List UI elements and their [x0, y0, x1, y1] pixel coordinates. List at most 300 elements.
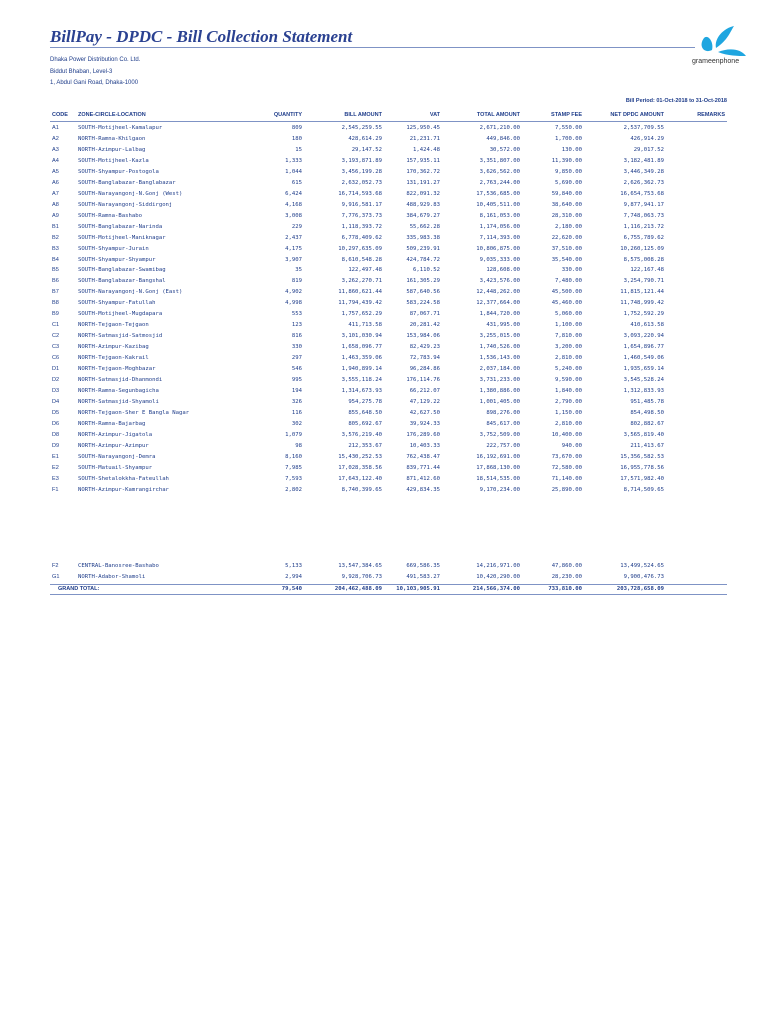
header-vat: VAT	[429, 112, 440, 118]
row-bill-amount: 1,940,899.14	[341, 366, 382, 373]
row-quantity: 8,160	[285, 453, 302, 460]
table-row	[50, 475, 727, 483]
row-zone: SOUTH-Matuail-Shyampur	[78, 464, 153, 471]
row-stamp-fee: 7,480.00	[555, 278, 582, 285]
row-stamp-fee: 47,860.00	[551, 563, 582, 569]
row-stamp-fee: 22,620.00	[551, 234, 582, 241]
row-total-amount: 8,161,053.00	[479, 212, 520, 219]
row-net-amount: 426,914.29	[630, 135, 664, 142]
row-vat: 10,403.33	[409, 442, 440, 449]
row-bill-amount: 9,928,706.73	[341, 573, 382, 580]
grand-total-quantity: 79,540	[281, 586, 302, 592]
table-row	[50, 135, 727, 143]
row-bill-amount: 3,262,270.71	[341, 278, 382, 285]
row-net-amount: 29,017.52	[633, 146, 664, 153]
row-bill-amount: 3,555,118.24	[341, 377, 382, 384]
address-line-1: Dhaka Power Distribution Co. Ltd.	[50, 57, 141, 63]
row-stamp-fee: 38,640.00	[551, 201, 582, 208]
row-net-amount: 2,537,709.55	[623, 125, 664, 131]
row-total-amount: 3,731,233.00	[479, 377, 520, 384]
row-vat: 96,284.86	[409, 366, 440, 373]
row-vat: 131,191.27	[406, 179, 440, 186]
row-code: B7	[52, 289, 59, 296]
row-code: B1	[52, 223, 59, 230]
header-stamp-fee: STAMP FEE	[551, 112, 582, 118]
row-total-amount: 17,868,130.00	[476, 464, 520, 471]
row-quantity: 4,998	[285, 300, 302, 307]
row-total-amount: 128,608.00	[486, 267, 520, 274]
grand-total-vat: 10,103,905.91	[396, 586, 440, 592]
row-zone: SOUTH-Narayangonj-N.Gonj (East)	[78, 289, 183, 296]
row-bill-amount: 2,545,259.55	[341, 125, 382, 131]
row-stamp-fee: 5,060.00	[555, 311, 582, 318]
row-quantity: 2,994	[285, 573, 302, 580]
row-total-amount: 3,255,015.00	[479, 333, 520, 340]
row-vat: 72,783.94	[409, 355, 440, 362]
table-row	[50, 398, 727, 406]
row-vat: 176,114.76	[406, 377, 440, 384]
row-total-amount: 3,351,807.00	[479, 157, 520, 164]
row-total-amount: 1,844,720.00	[479, 311, 520, 318]
row-total-amount: 3,423,576.00	[479, 278, 520, 285]
table-row	[50, 562, 727, 570]
row-vat: 669,586.35	[406, 563, 440, 569]
row-code: C3	[52, 344, 60, 351]
row-net-amount: 122,167.48	[630, 267, 664, 274]
row-quantity: 326	[291, 399, 302, 405]
row-code: B9	[52, 311, 59, 318]
table-row	[50, 310, 727, 318]
row-zone: NORTH-Satmasjid-Satmosjid	[78, 333, 163, 340]
row-total-amount: 9,170,234.00	[479, 486, 520, 493]
row-total-amount: 30,572.00	[489, 146, 520, 153]
row-stamp-fee: 7,810.00	[555, 333, 582, 340]
brand-name: grameenphone	[692, 58, 740, 65]
table-row	[50, 201, 727, 209]
row-total-amount: 1,536,143.00	[479, 355, 520, 362]
row-bill-amount: 212,353.67	[348, 442, 382, 449]
row-quantity: 546	[291, 366, 302, 373]
row-stamp-fee: 5,240.00	[555, 366, 582, 373]
row-bill-amount: 1,118,393.72	[341, 223, 382, 230]
row-stamp-fee: 9,590.00	[555, 377, 582, 384]
row-vat: 170,362.72	[406, 168, 440, 175]
row-zone: SOUTH-Motijheel-Maniknagar	[78, 234, 166, 241]
row-total-amount: 12,448,262.00	[476, 289, 520, 296]
row-total-amount: 222,757.00	[486, 442, 520, 449]
row-total-amount: 1,380,886.00	[479, 388, 520, 395]
row-zone: CENTRAL-Banosree-Bashabo	[78, 563, 159, 569]
row-quantity: 302	[291, 420, 302, 427]
address-line-3: 1, Abdul Gani Road, Dhaka-1000	[50, 80, 139, 86]
row-net-amount: 1,460,549.06	[623, 355, 664, 362]
row-quantity: 1,333	[285, 157, 302, 164]
table-row	[50, 486, 727, 494]
row-total-amount: 10,420,290.00	[476, 573, 520, 580]
row-total-amount: 2,763,244.00	[479, 179, 520, 186]
row-net-amount: 410,613.58	[630, 322, 664, 329]
table-row	[50, 179, 727, 187]
row-net-amount: 3,545,528.24	[623, 377, 664, 384]
row-zone: NORTH-Azimpur-Lalbag	[78, 146, 146, 153]
row-quantity: 35	[295, 267, 302, 274]
row-total-amount: 449,846.00	[486, 135, 520, 142]
row-bill-amount: 15,430,252.53	[338, 453, 382, 460]
row-stamp-fee: 7,550.00	[555, 125, 582, 131]
row-stamp-fee: 330.00	[561, 267, 582, 274]
row-vat: 583,224.58	[406, 300, 440, 307]
header-quantity: QUANTITY	[273, 112, 302, 118]
row-zone: SOUTH-Banglabazar-Narinda	[78, 223, 163, 230]
row-vat: 21,231.71	[409, 135, 440, 142]
row-total-amount: 3,626,562.00	[479, 168, 520, 175]
row-quantity: 180	[291, 135, 302, 142]
row-code: B5	[52, 267, 59, 274]
row-zone: SOUTH-Motijheel-Kazla	[78, 157, 149, 164]
row-vat: 6,110.52	[413, 267, 440, 274]
row-net-amount: 1,312,833.93	[623, 388, 664, 395]
row-quantity: 116	[291, 409, 302, 416]
row-code: B3	[52, 245, 59, 252]
table-row	[50, 332, 727, 340]
row-code: B4	[52, 256, 59, 263]
row-bill-amount: 1,658,096.77	[341, 344, 382, 351]
bill-period: Bill Period: 01-Oct-2018 to 31-Oct-2018	[625, 98, 727, 104]
row-quantity: 194	[291, 388, 302, 395]
row-code: D8	[52, 431, 60, 438]
row-stamp-fee: 1,150.00	[555, 409, 582, 416]
table-row	[50, 277, 727, 285]
row-bill-amount: 11,794,439.42	[338, 300, 382, 307]
grand-total-bill-amount: 204,462,488.09	[334, 586, 382, 592]
row-stamp-fee: 2,790.00	[555, 399, 582, 405]
row-vat: 42,627.50	[409, 409, 440, 416]
table-row	[50, 442, 727, 450]
row-total-amount: 2,037,184.00	[479, 366, 520, 373]
row-total-amount: 12,377,664.00	[476, 300, 520, 307]
row-total-amount: 10,405,511.00	[476, 201, 520, 208]
row-zone: NORTH-Satmasjid-Dhanmondi	[78, 377, 163, 384]
table-row	[50, 234, 727, 242]
row-stamp-fee: 5,690.00	[555, 179, 582, 186]
row-vat: 47,129.22	[409, 399, 440, 405]
row-code: C6	[52, 355, 60, 362]
row-vat: 176,289.60	[406, 431, 440, 438]
table-row	[50, 157, 727, 165]
row-net-amount: 1,654,896.77	[623, 344, 664, 351]
row-code: D2	[52, 377, 60, 384]
row-zone: NORTH-Satmasjid-Shyamoli	[78, 399, 159, 405]
row-bill-amount: 7,776,373.73	[341, 212, 382, 219]
row-net-amount: 8,575,008.28	[623, 256, 664, 263]
row-net-amount: 1,116,213.72	[623, 223, 664, 230]
row-code: A4	[52, 157, 59, 164]
row-zone: SOUTH-Shyampur-Jurain	[78, 245, 149, 252]
row-total-amount: 1,740,526.00	[479, 344, 520, 351]
table-row	[50, 288, 727, 296]
table-header	[50, 111, 727, 122]
row-zone: NORTH-Azimpur-Jigatola	[78, 431, 153, 438]
table-row	[50, 365, 727, 373]
row-code: C1	[52, 322, 60, 329]
row-net-amount: 3,565,819.40	[623, 431, 664, 438]
table-row	[50, 431, 727, 439]
row-stamp-fee: 45,500.00	[551, 289, 582, 296]
table-row	[50, 387, 727, 395]
row-net-amount: 951,485.78	[630, 399, 664, 405]
row-vat: 82,429.23	[409, 344, 440, 351]
header-code: CODE	[52, 112, 68, 118]
title-divider	[50, 47, 695, 48]
row-bill-amount: 3,456,199.28	[341, 168, 382, 175]
row-net-amount: 854,498.50	[630, 409, 664, 416]
row-vat: 384,679.27	[406, 212, 440, 219]
table-row	[50, 212, 727, 220]
row-bill-amount: 855,648.50	[348, 409, 382, 416]
row-zone: SOUTH-Banglabazar-Bangshal	[78, 278, 166, 285]
row-vat: 871,412.60	[406, 475, 440, 482]
row-bill-amount: 17,028,358.56	[338, 464, 382, 471]
row-net-amount: 3,093,220.94	[623, 333, 664, 340]
row-zone: NORTH-Azimpur-Kamrangirchar	[78, 486, 169, 493]
row-code: A2	[52, 135, 59, 142]
row-bill-amount: 2,632,052.73	[341, 179, 382, 186]
row-zone: SOUTH-Narayangonj-Siddirgonj	[78, 201, 173, 208]
header-net-amount: NET DPDC AMOUNT	[610, 112, 664, 118]
row-bill-amount: 3,101,030.94	[341, 333, 382, 340]
row-quantity: 819	[291, 278, 302, 285]
row-total-amount: 898,276.00	[486, 409, 520, 416]
row-zone: NORTH-Azimpur-Azimpur	[78, 442, 149, 449]
row-zone: SOUTH-Ramna-Bashabo	[78, 212, 142, 219]
row-zone: SOUTH-Shyampur-Postogola	[78, 168, 159, 175]
row-net-amount: 211,413.67	[630, 442, 664, 449]
row-bill-amount: 10,297,635.09	[338, 245, 382, 252]
row-vat: 125,950.45	[406, 125, 440, 131]
row-bill-amount: 805,692.67	[348, 420, 382, 427]
row-net-amount: 17,571,982.40	[620, 475, 664, 482]
row-quantity: 615	[291, 179, 302, 186]
row-stamp-fee: 3,200.00	[555, 344, 582, 351]
row-vat: 20,281.42	[409, 322, 440, 329]
row-stamp-fee: 940.00	[561, 442, 582, 449]
table-row	[50, 168, 727, 176]
row-quantity: 330	[291, 344, 302, 351]
header-total-amount: TOTAL AMOUNT	[476, 112, 520, 118]
table-row	[50, 256, 727, 264]
row-net-amount: 3,254,790.71	[623, 278, 664, 285]
address-line-2: Biddut Bhaban, Level-3	[50, 69, 113, 75]
row-zone: SOUTH-Shyampur-Fatullah	[78, 300, 156, 307]
row-bill-amount: 954,275.78	[348, 399, 382, 405]
row-net-amount: 6,755,789.62	[623, 234, 664, 241]
row-bill-amount: 3,193,871.89	[341, 157, 382, 164]
row-vat: 87,067.71	[409, 311, 440, 318]
row-code: E3	[52, 475, 59, 482]
row-quantity: 123	[291, 322, 302, 329]
row-stamp-fee: 72,580.00	[551, 464, 582, 471]
row-stamp-fee: 28,230.00	[551, 573, 582, 580]
row-net-amount: 2,626,362.73	[623, 179, 664, 186]
row-net-amount: 11,815,121.44	[620, 289, 664, 296]
page-title: BillPay - DPDC - Bill Collection Statement	[50, 27, 353, 46]
row-stamp-fee: 37,510.00	[551, 245, 582, 252]
row-code: A3	[52, 146, 59, 153]
row-total-amount: 845,617.00	[486, 420, 520, 427]
row-vat: 335,983.38	[406, 234, 440, 241]
row-stamp-fee: 28,310.00	[551, 212, 582, 219]
row-quantity: 809	[291, 125, 302, 131]
row-code: B8	[52, 300, 59, 307]
row-code: D3	[52, 388, 60, 395]
row-code: D1	[52, 366, 60, 373]
row-quantity: 1,079	[285, 431, 302, 438]
table-row	[50, 420, 727, 428]
row-code: E1	[52, 453, 59, 460]
row-vat: 839,771.44	[406, 464, 440, 471]
row-bill-amount: 16,714,593.68	[338, 190, 382, 197]
row-stamp-fee: 130.00	[561, 146, 582, 153]
row-quantity: 4,175	[285, 245, 302, 252]
row-total-amount: 2,671,210.00	[479, 125, 520, 131]
row-quantity: 7,593	[285, 475, 302, 482]
table-row	[50, 124, 727, 132]
row-stamp-fee: 71,140.00	[551, 475, 582, 482]
row-vat: 424,784.72	[406, 256, 440, 263]
row-bill-amount: 8,610,548.28	[341, 256, 382, 263]
row-net-amount: 16,654,753.68	[620, 190, 664, 197]
row-zone: NORTH-Tejgaon-Sher E Bangla Nagar	[78, 409, 190, 416]
row-stamp-fee: 45,460.00	[551, 300, 582, 307]
table-row	[50, 190, 727, 198]
row-quantity: 4,902	[285, 289, 302, 296]
row-code: D6	[52, 420, 60, 427]
row-quantity: 2,437	[285, 234, 302, 241]
row-code: E2	[52, 464, 59, 471]
row-total-amount: 1,174,056.00	[479, 223, 520, 230]
row-quantity: 98	[295, 442, 302, 449]
table-row	[50, 409, 727, 417]
row-vat: 822,091.32	[406, 190, 440, 197]
row-code: G1	[52, 573, 60, 580]
row-quantity: 816	[291, 333, 302, 340]
row-stamp-fee: 1,100.00	[555, 322, 582, 329]
row-code: F2	[52, 563, 59, 569]
row-net-amount: 8,714,509.65	[623, 486, 664, 493]
row-vat: 1,424.48	[413, 146, 440, 153]
row-stamp-fee: 2,810.00	[555, 420, 582, 427]
header-bill-amount: BILL AMOUNT	[344, 112, 382, 118]
table-row	[50, 343, 727, 351]
row-vat: 491,583.27	[406, 573, 440, 580]
table-row	[50, 299, 727, 307]
row-total-amount: 16,192,691.00	[476, 453, 520, 460]
row-total-amount: 10,806,875.00	[476, 245, 520, 252]
row-zone: SOUTH-Narayangonj-Demra	[78, 453, 156, 460]
row-stamp-fee: 11,390.00	[551, 157, 582, 164]
row-zone: SOUTH-Narayangonj-N.Gonj (West)	[78, 190, 183, 197]
row-code: A7	[52, 190, 59, 197]
row-vat: 55,662.28	[409, 223, 440, 230]
row-zone: SOUTH-Shyampur-Shyampur	[78, 256, 156, 263]
table-row	[50, 464, 727, 472]
row-stamp-fee: 2,180.00	[555, 223, 582, 230]
row-net-amount: 7,748,063.73	[623, 212, 664, 219]
row-zone: SOUTH-Banglabazar-Banglabazar	[78, 179, 176, 186]
row-quantity: 6,424	[285, 190, 302, 197]
row-net-amount: 802,882.67	[630, 420, 664, 427]
row-code: D4	[52, 399, 60, 405]
table-row	[50, 453, 727, 461]
row-code: D5	[52, 409, 60, 416]
header-remarks: REMARKS	[697, 112, 725, 118]
row-quantity: 297	[291, 355, 302, 362]
table-row	[50, 354, 727, 362]
row-code: F1	[52, 486, 59, 493]
row-total-amount: 7,114,393.00	[479, 234, 520, 241]
row-zone: NORTH-Adabor-Shamoli	[78, 573, 146, 580]
row-bill-amount: 411,713.58	[348, 322, 382, 329]
row-quantity: 553	[291, 311, 302, 318]
row-quantity: 2,802	[285, 486, 302, 493]
row-quantity: 3,907	[285, 256, 302, 263]
row-bill-amount: 122,497.48	[348, 267, 382, 274]
row-total-amount: 17,536,685.00	[476, 190, 520, 197]
row-quantity: 229	[291, 223, 302, 230]
row-zone: NORTH-Ramna-Khilgaon	[78, 135, 146, 142]
row-total-amount: 9,035,333.00	[479, 256, 520, 263]
row-vat: 429,834.35	[406, 486, 440, 493]
header-zone: ZONE-CIRCLE-LOCATION	[78, 112, 146, 118]
row-bill-amount: 8,740,399.65	[341, 486, 382, 493]
row-vat: 762,438.47	[406, 453, 440, 460]
grand-total-label: GRAND TOTAL:	[58, 586, 100, 592]
row-stamp-fee: 35,540.00	[551, 256, 582, 263]
row-total-amount: 431,995.00	[486, 322, 520, 329]
row-vat: 153,984.06	[406, 333, 440, 340]
row-vat: 509,239.91	[406, 245, 440, 252]
row-stamp-fee: 10,400.00	[551, 431, 582, 438]
row-code: D9	[52, 442, 60, 449]
row-net-amount: 16,955,778.56	[620, 464, 664, 471]
row-net-amount: 9,877,941.17	[623, 201, 664, 208]
row-total-amount: 3,752,509.00	[479, 431, 520, 438]
row-zone: SOUTH-Motijheel-Mugdapara	[78, 311, 163, 318]
row-stamp-fee: 73,670.00	[551, 453, 582, 460]
row-net-amount: 15,356,582.53	[620, 453, 664, 460]
row-code: B6	[52, 278, 59, 285]
row-stamp-fee: 25,890.00	[551, 486, 582, 493]
row-stamp-fee: 9,850.00	[555, 168, 582, 175]
row-stamp-fee: 1,700.00	[555, 135, 582, 142]
row-code: A5	[52, 168, 59, 175]
row-vat: 66,212.07	[409, 388, 440, 395]
row-stamp-fee: 1,840.00	[555, 388, 582, 395]
row-code: A8	[52, 201, 59, 208]
row-bill-amount: 11,860,621.44	[338, 289, 382, 296]
row-vat: 587,640.56	[406, 289, 440, 296]
row-bill-amount: 29,147.52	[351, 146, 382, 153]
row-quantity: 7,985	[285, 464, 302, 471]
row-quantity: 1,044	[285, 168, 302, 175]
row-total-amount: 14,216,971.00	[476, 563, 520, 569]
row-code: A1	[52, 125, 59, 131]
row-quantity: 15	[295, 146, 302, 153]
row-quantity: 3,008	[285, 212, 302, 219]
row-net-amount: 3,446,349.28	[623, 168, 664, 175]
row-net-amount: 10,260,125.09	[620, 245, 664, 252]
row-net-amount: 3,182,481.89	[623, 157, 664, 164]
